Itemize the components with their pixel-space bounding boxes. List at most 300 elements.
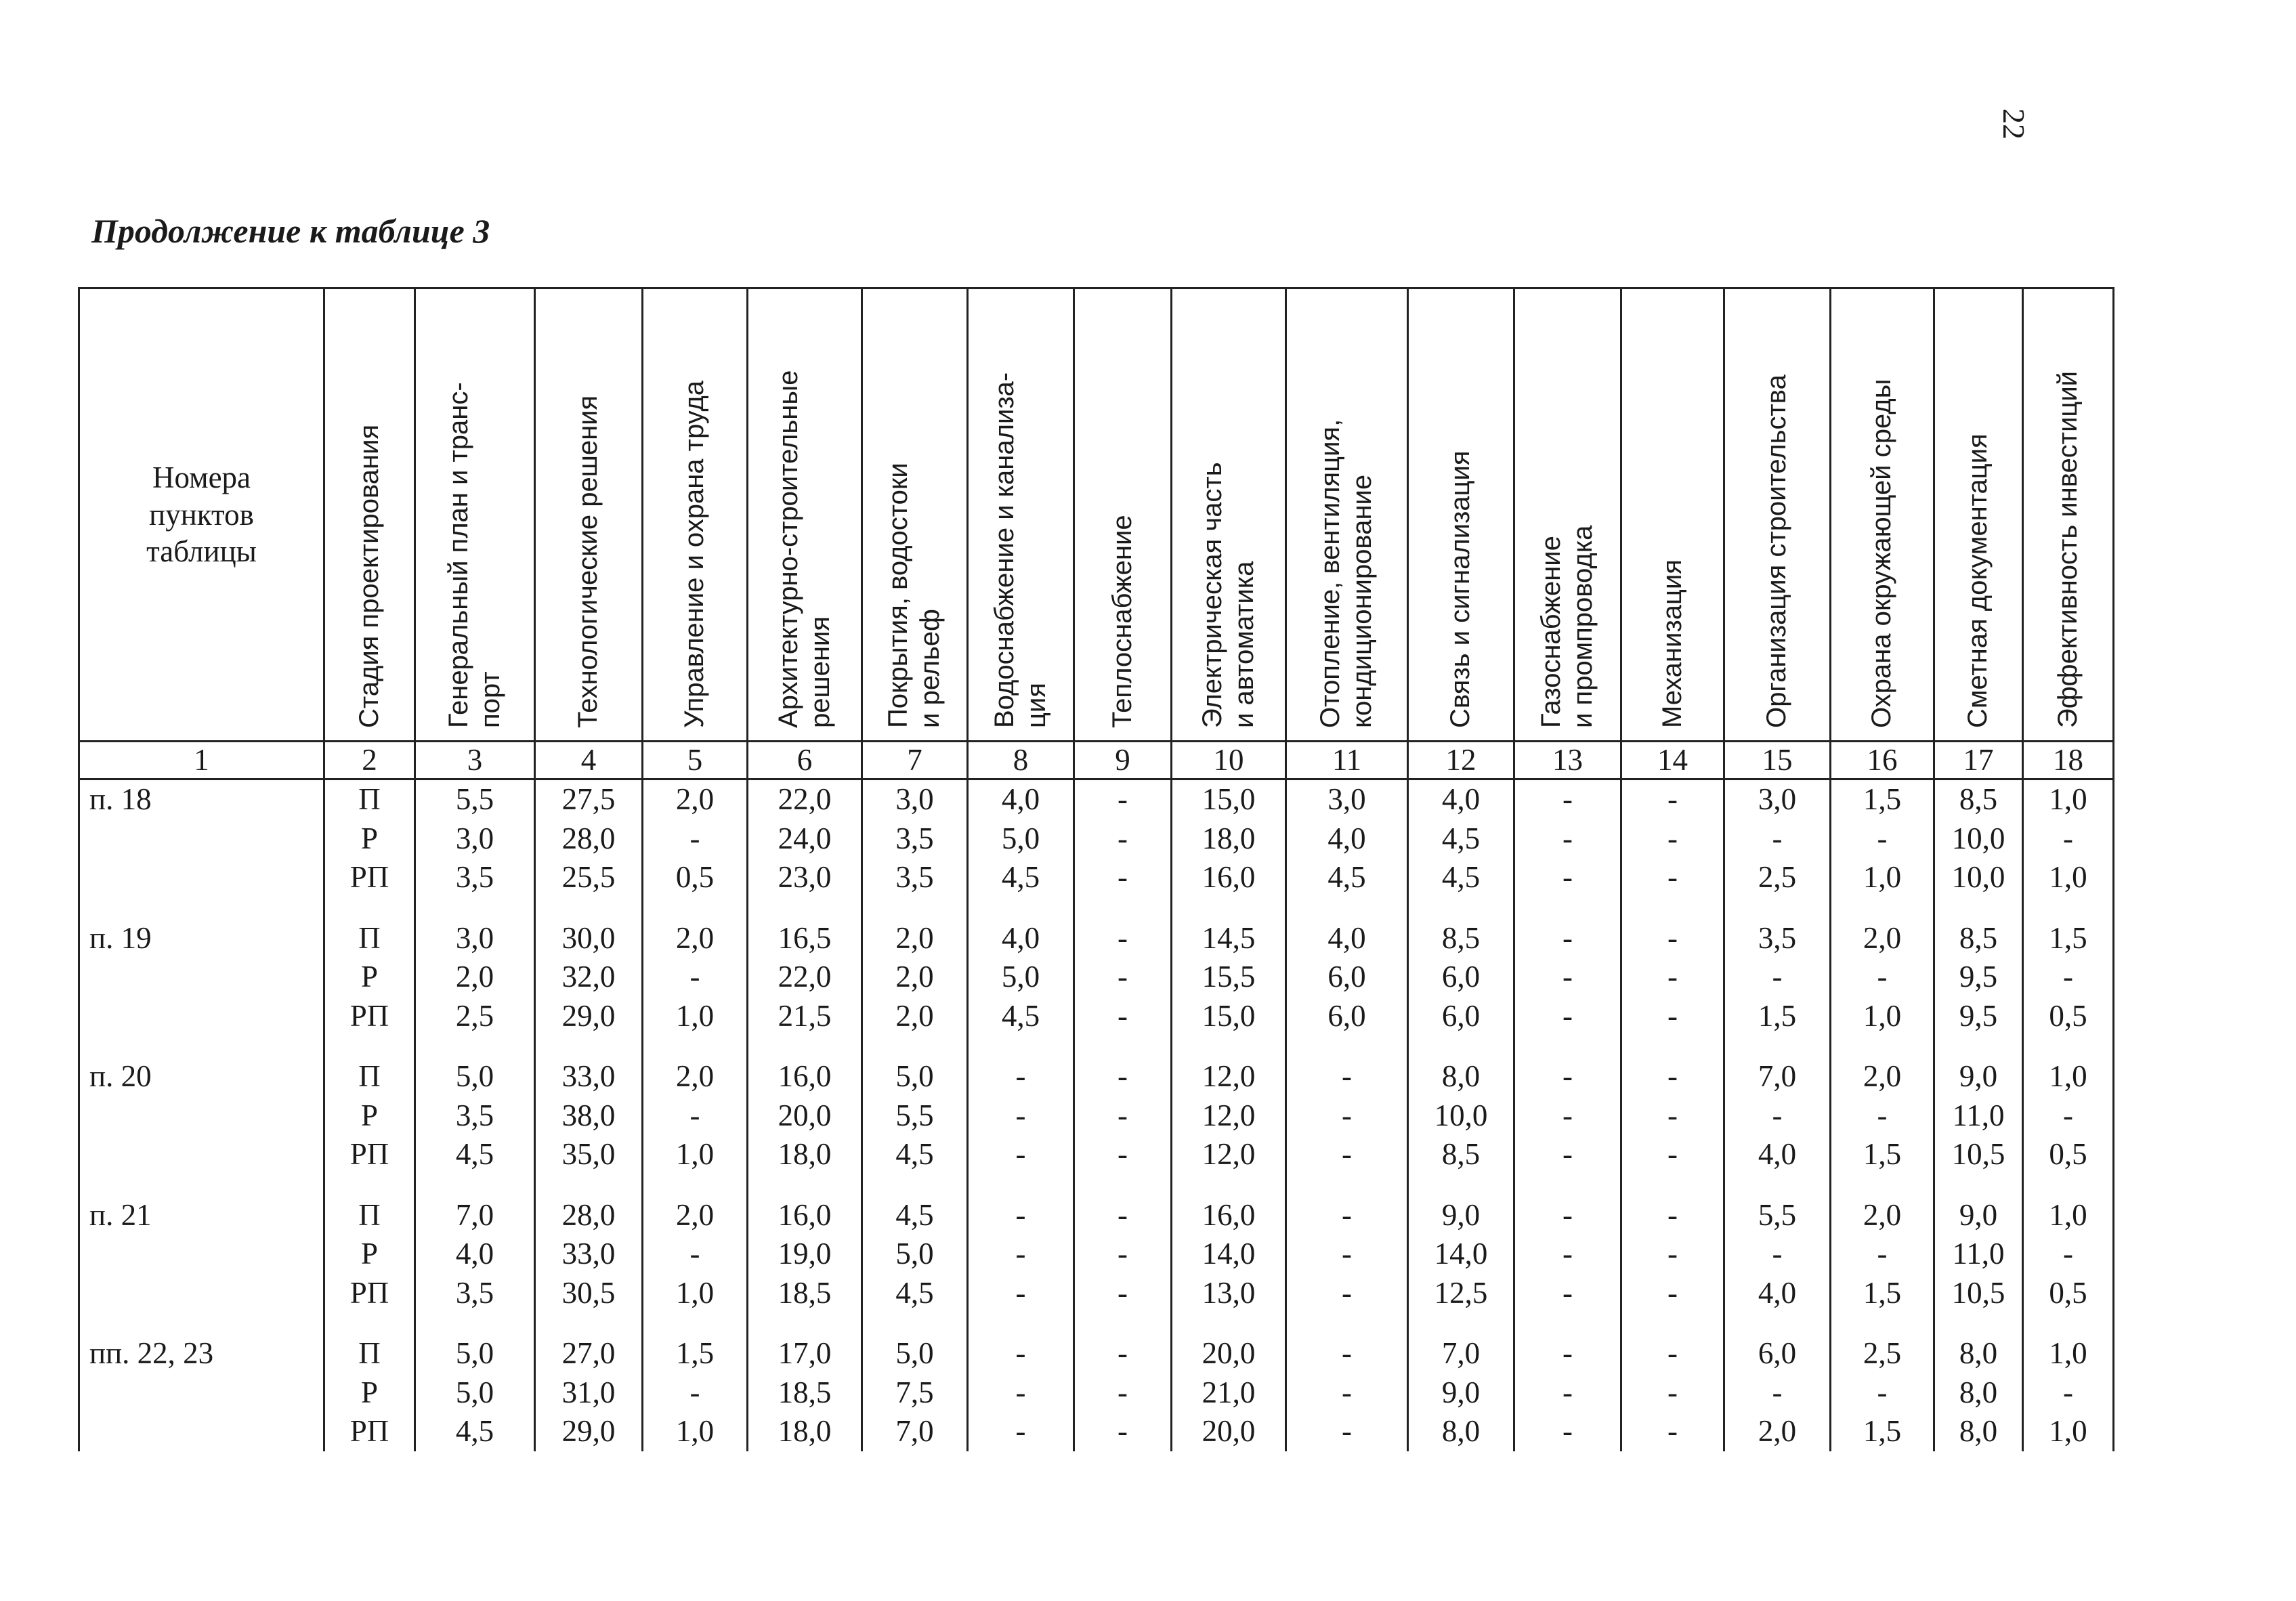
value-cell: 4,5 <box>1286 858 1408 897</box>
group-spacer-row <box>79 1174 2114 1196</box>
item-number-cell: п. 20 <box>79 1057 324 1096</box>
value-cell: 8,5 <box>1408 1135 1514 1174</box>
value-cell: - <box>643 958 748 997</box>
table-row <box>79 858 2114 897</box>
value-cell: - <box>1074 1096 1172 1136</box>
value-cell: 38,0 <box>535 1096 643 1136</box>
value-cell: 1,5 <box>643 1334 748 1373</box>
value-cell: - <box>968 1373 1074 1413</box>
value-cell: - <box>643 1096 748 1136</box>
value-cell: - <box>1831 1373 1934 1413</box>
value-cell: 4,5 <box>862 1274 968 1313</box>
value-cell: 18,0 <box>748 1135 862 1174</box>
value-cell: 1,0 <box>643 1412 748 1451</box>
value-cell: - <box>1514 1096 1621 1136</box>
value-cell: 29,0 <box>535 997 643 1036</box>
value-cell: - <box>643 1373 748 1413</box>
value-cell: 7,0 <box>1408 1334 1514 1373</box>
value-cell: 15,5 <box>1172 958 1286 997</box>
value-cell: 4,0 <box>1724 1274 1831 1313</box>
spacer-cell <box>1934 1174 2023 1196</box>
item-number-cell <box>79 1412 324 1451</box>
value-cell: 5,0 <box>862 1334 968 1373</box>
spacer-cell <box>1074 1174 1172 1196</box>
value-cell: 1,5 <box>1724 997 1831 1036</box>
value-cell: 10,5 <box>1934 1135 2023 1174</box>
value-cell: 2,5 <box>415 997 535 1036</box>
value-cell: - <box>1621 1274 1724 1313</box>
spacer-cell <box>415 1036 535 1057</box>
value-cell: 8,5 <box>1934 780 2023 819</box>
item-number-cell <box>79 1235 324 1274</box>
value-cell: 9,5 <box>1934 958 2023 997</box>
spacer-cell <box>1724 897 1831 919</box>
value-cell: 1,5 <box>2023 919 2114 958</box>
value-cell: 1,5 <box>1831 780 1934 819</box>
header-cell <box>862 289 968 742</box>
spacer-cell <box>2023 897 2114 919</box>
spacer-cell <box>1724 1174 1831 1196</box>
value-cell: 9,0 <box>1408 1373 1514 1413</box>
value-cell: - <box>1286 1373 1408 1413</box>
value-cell: - <box>1621 780 1724 819</box>
value-cell: 4,5 <box>968 858 1074 897</box>
header-hvac: Отопление, вентиляция, кондиционирование <box>1315 419 1378 728</box>
value-cell: 27,5 <box>535 780 643 819</box>
spacer-cell <box>643 1174 748 1196</box>
value-cell: 23,0 <box>748 858 862 897</box>
spacer-cell <box>1514 1312 1621 1334</box>
value-cell: 1,5 <box>1831 1412 1934 1451</box>
item-number-cell <box>79 1135 324 1174</box>
value-cell: - <box>1514 1057 1621 1096</box>
value-cell: - <box>1286 1235 1408 1274</box>
value-cell: - <box>1514 858 1621 897</box>
value-cell: 2,0 <box>1724 1412 1831 1451</box>
value-cell: 1,0 <box>1831 858 1934 897</box>
header-cell <box>1172 289 1286 742</box>
column-number-cell: 3 <box>415 742 535 780</box>
header-cell <box>1074 289 1172 742</box>
table-row <box>79 780 2114 819</box>
value-cell: 4,0 <box>968 780 1074 819</box>
value-cell: - <box>968 1412 1074 1451</box>
column-number-cell: 4 <box>535 742 643 780</box>
value-cell: 3,0 <box>1286 780 1408 819</box>
stage-cell: П <box>324 1057 415 1096</box>
value-cell: - <box>1514 1274 1621 1313</box>
spacer-cell <box>1831 1036 1934 1057</box>
item-number-cell <box>79 1373 324 1413</box>
value-cell: - <box>643 1235 748 1274</box>
stage-cell: Р <box>324 1096 415 1136</box>
stage-cell: Р <box>324 958 415 997</box>
column-number-cell: 15 <box>1724 742 1831 780</box>
value-cell: 8,0 <box>1934 1334 2023 1373</box>
spacer-cell <box>2023 1174 2114 1196</box>
spacer-cell <box>1831 1312 1934 1334</box>
value-cell: - <box>1514 780 1621 819</box>
value-cell: - <box>2023 1235 2114 1274</box>
value-cell: 1,0 <box>643 1135 748 1174</box>
value-cell: 14,0 <box>1172 1235 1286 1274</box>
value-cell: 28,0 <box>535 1196 643 1235</box>
stage-cell: Р <box>324 1373 415 1413</box>
item-number-cell: п. 19 <box>79 919 324 958</box>
value-cell: 2,0 <box>415 958 535 997</box>
spacer-cell <box>643 897 748 919</box>
value-cell: 2,0 <box>862 919 968 958</box>
stage-cell: РП <box>324 1135 415 1174</box>
value-cell: 28,0 <box>535 819 643 859</box>
value-cell: - <box>1831 1235 1934 1274</box>
header-row <box>79 289 2114 742</box>
column-number-cell: 18 <box>2023 742 2114 780</box>
value-cell: 2,0 <box>1831 919 1934 958</box>
spacer-cell <box>1724 1036 1831 1057</box>
value-cell: 10,0 <box>1934 858 2023 897</box>
value-cell: 19,0 <box>748 1235 862 1274</box>
value-cell: - <box>1514 819 1621 859</box>
value-cell: 2,0 <box>643 1057 748 1096</box>
table-row <box>79 1274 2114 1313</box>
value-cell: 5,5 <box>415 780 535 819</box>
spacer-cell <box>1831 1174 1934 1196</box>
spacer-cell <box>1408 1312 1514 1334</box>
value-cell: - <box>1074 780 1172 819</box>
spacer-cell <box>324 1174 415 1196</box>
value-cell: 10,5 <box>1934 1274 2023 1313</box>
spacer-cell <box>862 1312 968 1334</box>
spacer-cell <box>1074 1312 1172 1334</box>
stage-cell: П <box>324 1334 415 1373</box>
header-cell <box>968 289 1074 742</box>
table-row <box>79 1373 2114 1413</box>
header-cell <box>1831 289 1934 742</box>
spacer-cell <box>1514 897 1621 919</box>
page-number: 22 <box>1997 108 2031 140</box>
value-cell: 4,5 <box>415 1135 535 1174</box>
table-caption: Продолжение к таблице 3 <box>91 212 490 250</box>
value-cell: 1,0 <box>2023 858 2114 897</box>
value-cell: 21,0 <box>1172 1373 1286 1413</box>
value-cell: 32,0 <box>535 958 643 997</box>
value-cell: 5,0 <box>415 1373 535 1413</box>
value-cell: - <box>1514 1412 1621 1451</box>
value-cell: 3,5 <box>415 1274 535 1313</box>
spacer-cell <box>1621 1174 1724 1196</box>
spacer-cell <box>862 897 968 919</box>
value-cell: - <box>1074 819 1172 859</box>
value-cell: 3,0 <box>415 919 535 958</box>
header-electrical: Электрическая часть и автоматика <box>1197 462 1259 728</box>
value-cell: 22,0 <box>748 958 862 997</box>
value-cell: 16,0 <box>1172 1196 1286 1235</box>
spacer-cell <box>862 1174 968 1196</box>
value-cell: - <box>2023 958 2114 997</box>
value-cell: 8,0 <box>1934 1373 2023 1413</box>
spacer-cell <box>862 1036 968 1057</box>
table-row <box>79 1412 2114 1451</box>
spacer-cell <box>1408 1174 1514 1196</box>
value-cell: - <box>1514 1235 1621 1274</box>
value-cell: 4,0 <box>415 1235 535 1274</box>
spacer-cell <box>1934 1036 2023 1057</box>
header-cell <box>1724 289 1831 742</box>
value-cell: - <box>968 1135 1074 1174</box>
value-cell: 8,5 <box>1408 919 1514 958</box>
value-cell: 0,5 <box>643 858 748 897</box>
value-cell: - <box>1724 1235 1831 1274</box>
value-cell: - <box>1724 1373 1831 1413</box>
value-cell: 8,0 <box>1408 1412 1514 1451</box>
value-cell: 5,0 <box>968 958 1074 997</box>
value-cell: 4,0 <box>968 919 1074 958</box>
value-cell: - <box>1621 858 1724 897</box>
stage-cell: П <box>324 780 415 819</box>
value-cell: - <box>1286 1096 1408 1136</box>
value-cell: 2,5 <box>1724 858 1831 897</box>
value-cell: - <box>968 1196 1074 1235</box>
value-cell: 12,0 <box>1172 1135 1286 1174</box>
value-cell: 6,0 <box>1286 958 1408 997</box>
value-cell: 15,0 <box>1172 780 1286 819</box>
value-cell: 3,0 <box>415 819 535 859</box>
value-cell: 4,0 <box>1724 1135 1831 1174</box>
header-cell <box>415 289 535 742</box>
value-cell: - <box>1621 919 1724 958</box>
spacer-cell <box>535 897 643 919</box>
table-row <box>79 1196 2114 1235</box>
value-cell: - <box>1074 997 1172 1036</box>
spacer-cell <box>1621 897 1724 919</box>
spacer-cell <box>748 897 862 919</box>
value-cell: - <box>1286 1334 1408 1373</box>
item-number-cell <box>79 819 324 859</box>
spacer-cell <box>324 1312 415 1334</box>
table-row <box>79 1135 2114 1174</box>
spacer-cell <box>968 1312 1074 1334</box>
header-cell <box>1934 289 2023 742</box>
stage-cell: РП <box>324 1412 415 1451</box>
value-cell: 5,0 <box>862 1057 968 1096</box>
value-cell: 21,5 <box>748 997 862 1036</box>
value-cell: 22,0 <box>748 780 862 819</box>
value-cell: 5,5 <box>862 1096 968 1136</box>
spacer-cell <box>1621 1312 1724 1334</box>
value-cell: - <box>1514 997 1621 1036</box>
group-spacer-row <box>79 897 2114 919</box>
spacer-cell <box>79 897 324 919</box>
header-item-numbers: Номера пунктов таблицы <box>146 460 257 569</box>
value-cell: - <box>1621 1196 1724 1235</box>
value-cell: 6,0 <box>1408 997 1514 1036</box>
value-cell: - <box>1074 1373 1172 1413</box>
spacer-cell <box>1514 1174 1621 1196</box>
table-row <box>79 1235 2114 1274</box>
value-cell: - <box>1286 1196 1408 1235</box>
spacer-cell <box>2023 1312 2114 1334</box>
value-cell: - <box>1514 1334 1621 1373</box>
value-cell: - <box>643 819 748 859</box>
value-cell: - <box>1621 1334 1724 1373</box>
spacer-cell <box>1724 1312 1831 1334</box>
spacer-cell <box>1172 1174 1286 1196</box>
value-cell: 5,0 <box>415 1334 535 1373</box>
value-cell: - <box>1831 819 1934 859</box>
value-cell: 10,0 <box>1934 819 2023 859</box>
spacer-cell <box>1408 1036 1514 1057</box>
stage-cell: РП <box>324 858 415 897</box>
value-cell: - <box>1514 958 1621 997</box>
value-cell: 3,5 <box>415 1096 535 1136</box>
value-cell: 1,0 <box>643 997 748 1036</box>
value-cell: - <box>1621 1057 1724 1096</box>
value-cell: 9,0 <box>1408 1196 1514 1235</box>
value-cell: 2,0 <box>1831 1057 1934 1096</box>
column-number-cell: 2 <box>324 742 415 780</box>
column-number-cell: 17 <box>1934 742 2023 780</box>
value-cell: 15,0 <box>1172 997 1286 1036</box>
value-cell: - <box>1074 1196 1172 1235</box>
item-number-cell <box>79 1096 324 1136</box>
table-row <box>79 958 2114 997</box>
header-cell-item-numbers <box>79 289 324 742</box>
spacer-cell <box>1934 1312 2023 1334</box>
value-cell: - <box>1514 1135 1621 1174</box>
spacer-cell <box>643 1036 748 1057</box>
value-cell: 2,0 <box>1831 1196 1934 1235</box>
value-cell: 6,0 <box>1408 958 1514 997</box>
value-cell: 18,0 <box>1172 819 1286 859</box>
spacer-cell <box>1172 1036 1286 1057</box>
spacer-cell <box>1408 897 1514 919</box>
value-cell: - <box>1621 1135 1724 1174</box>
value-cell: - <box>1074 1334 1172 1373</box>
spacer-cell <box>324 897 415 919</box>
header-technology: Технологические решения <box>573 395 603 728</box>
value-cell: - <box>1074 1235 1172 1274</box>
value-cell: - <box>1074 1057 1172 1096</box>
value-cell: 8,0 <box>1408 1057 1514 1096</box>
value-cell: 33,0 <box>535 1057 643 1096</box>
header-cell <box>535 289 643 742</box>
value-cell: 2,0 <box>862 958 968 997</box>
value-cell: - <box>1514 1373 1621 1413</box>
value-cell: 10,0 <box>1408 1096 1514 1136</box>
item-number-cell: п. 18 <box>79 780 324 819</box>
value-cell: - <box>2023 1373 2114 1413</box>
value-cell: - <box>1621 1373 1724 1413</box>
value-cell: 2,0 <box>862 997 968 1036</box>
value-cell: - <box>1831 1096 1934 1136</box>
value-cell: 30,0 <box>535 919 643 958</box>
value-cell: - <box>1286 1135 1408 1174</box>
value-cell: 2,5 <box>1831 1334 1934 1373</box>
column-number-cell: 10 <box>1172 742 1286 780</box>
header-cell <box>1408 289 1514 742</box>
spacer-cell <box>535 1174 643 1196</box>
value-cell: 14,5 <box>1172 919 1286 958</box>
value-cell: - <box>1074 1135 1172 1174</box>
value-cell: 11,0 <box>1934 1096 2023 1136</box>
value-cell: 4,0 <box>1286 919 1408 958</box>
spacer-cell <box>79 1174 324 1196</box>
value-cell: 3,5 <box>415 858 535 897</box>
stage-cell: Р <box>324 1235 415 1274</box>
value-cell: 5,5 <box>1724 1196 1831 1235</box>
value-cell: 1,0 <box>643 1274 748 1313</box>
stage-cell: РП <box>324 997 415 1036</box>
header-gas-supply: Газоснабжение и промпроводка <box>1536 525 1598 728</box>
spacer-cell <box>1286 1174 1408 1196</box>
value-cell: - <box>1621 819 1724 859</box>
value-cell: 20,0 <box>1172 1334 1286 1373</box>
value-cell: 0,5 <box>2023 1135 2114 1174</box>
value-cell: 12,0 <box>1172 1057 1286 1096</box>
item-number-cell <box>79 997 324 1036</box>
group-spacer-row <box>79 1312 2114 1334</box>
spacer-cell <box>324 1036 415 1057</box>
spacer-cell <box>643 1312 748 1334</box>
header-cell <box>748 289 862 742</box>
value-cell: - <box>1074 958 1172 997</box>
value-cell: 18,5 <box>748 1274 862 1313</box>
item-number-cell: пп. 22, 23 <box>79 1334 324 1373</box>
spacer-cell <box>748 1036 862 1057</box>
value-cell: 0,5 <box>2023 1274 2114 1313</box>
value-cell: 16,0 <box>1172 858 1286 897</box>
value-cell: 4,5 <box>415 1412 535 1451</box>
value-cell: 9,0 <box>1934 1057 2023 1096</box>
spacer-cell <box>535 1312 643 1334</box>
header-cell <box>1286 289 1408 742</box>
value-cell: 9,5 <box>1934 997 2023 1036</box>
value-cell: 3,0 <box>862 780 968 819</box>
header-heat-supply: Теплоснабжение <box>1107 515 1137 728</box>
value-cell: 2,0 <box>643 919 748 958</box>
header-cell <box>2023 289 2114 742</box>
header-estimates: Сметная документация <box>1963 433 1993 728</box>
stage-cell: РП <box>324 1274 415 1313</box>
value-cell: 4,5 <box>862 1135 968 1174</box>
spacer-cell <box>79 1036 324 1057</box>
spacer-cell <box>1074 897 1172 919</box>
spacer-cell <box>968 897 1074 919</box>
item-number-cell: п. 21 <box>79 1196 324 1235</box>
spacer-cell <box>748 1174 862 1196</box>
spacer-cell <box>415 1174 535 1196</box>
column-number-cell: 12 <box>1408 742 1514 780</box>
value-cell: 12,0 <box>1172 1096 1286 1136</box>
value-cell: 5,0 <box>862 1235 968 1274</box>
value-cell: 16,5 <box>748 919 862 958</box>
header-design-stage: Стадия проектирования <box>354 424 384 728</box>
spacer-cell <box>1286 897 1408 919</box>
header-cell <box>1621 289 1724 742</box>
value-cell: - <box>968 1057 1074 1096</box>
stage-cell: П <box>324 919 415 958</box>
stage-cell: Р <box>324 819 415 859</box>
table-row <box>79 1334 2114 1373</box>
value-cell: 8,5 <box>1934 919 2023 958</box>
value-cell: 8,0 <box>1934 1412 2023 1451</box>
spacer-cell <box>79 1312 324 1334</box>
spacer-cell <box>1286 1036 1408 1057</box>
value-cell: 20,0 <box>1172 1412 1286 1451</box>
value-cell: 4,5 <box>968 997 1074 1036</box>
value-cell: 6,0 <box>1286 997 1408 1036</box>
